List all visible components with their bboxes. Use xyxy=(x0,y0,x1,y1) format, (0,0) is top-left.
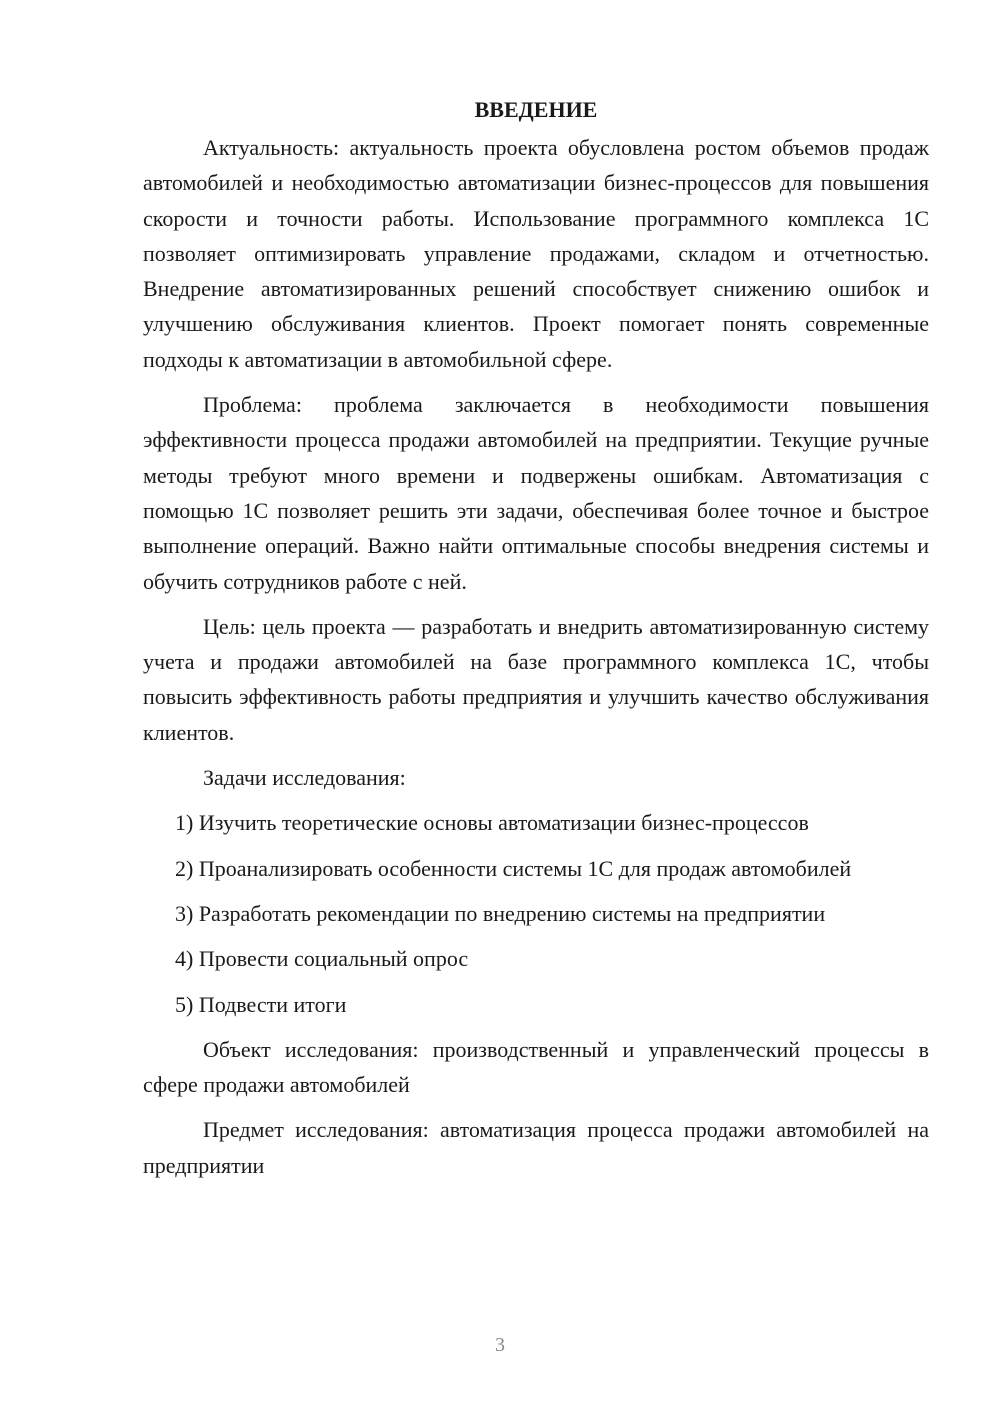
tasks-heading: Задачи исследования: xyxy=(203,765,406,791)
task-item-5: 5) Подвести итоги xyxy=(175,991,347,1017)
task-item-1: 1) Изучить теоретические основы автоматизации бизнес-процессов xyxy=(175,810,809,836)
document-page xyxy=(143,92,929,1193)
paragraph-goal: Цель: цель проекта — разработать и внедрить автоматизированную систему учета и продажи автомобилей на базе программного комплекса 1С, чтобы повысить эффективность работы предприятия и улучшить качество обслуживания клиентов. xyxy=(143,613,929,745)
paragraph-subject: Предмет исследования: автоматизация процесса продажи автомобилей на предприятии xyxy=(143,1117,929,1178)
page-number: 3 xyxy=(495,1334,505,1356)
paragraph-problem: Проблема: проблема заключается в необходимости повышения эффективности процесса продажи автомобилей на предприятии. Текущие ручные методы требуют много времени и подвержены ошибкам. Автоматизация с помощью 1С позволяет решить эти задачи, обеспечивая более точное и быстрое выполнение операций. Важно найти оптимальные способы внедрения системы и обучить сотрудников работе с ней. xyxy=(143,392,929,594)
task-item-3: 3) Разработать рекомендации по внедрению системы на предприятии xyxy=(175,900,826,926)
task-item-4: 4) Провести социальный опрос xyxy=(175,946,469,972)
section-heading: ВВЕДЕНИЕ xyxy=(474,97,598,122)
paragraph-relevance: Актуальность: актуальность проекта обусловлена ростом объемов продаж автомобилей и необходимостью автоматизации бизнес-процессов для повышения скорости и точности работы. Использование программного комплекса 1С позволяет оптимизировать управление продажами, складом и отчетностью. Внедрение автоматизированных решений способствует снижению ошибок и улучшению обслуживания клиентов. Проект помогает понять современные подходы к автоматизации в автомобильной сфере. xyxy=(143,135,929,372)
paragraph-object: Объект исследования: производственный и управленческий процессы в сфере продажи автомобилей xyxy=(143,1036,929,1098)
task-item-2: 2) Проанализировать особенности системы 1С для продаж автомобилей xyxy=(175,855,852,881)
